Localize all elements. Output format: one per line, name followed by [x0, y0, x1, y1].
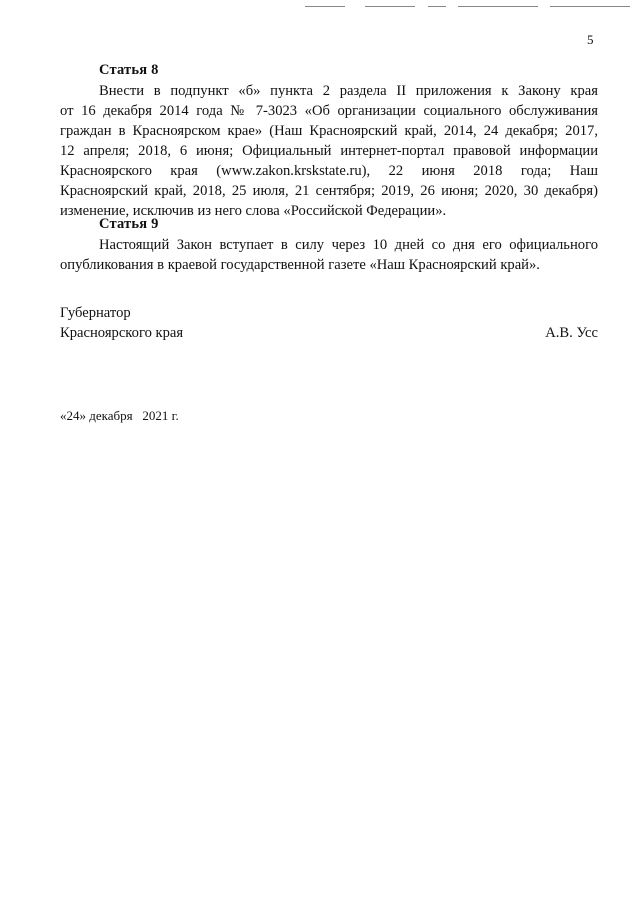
signatory-name: А.В. Усс	[545, 325, 598, 341]
scan-mark	[428, 6, 446, 7]
article-8-line: от 16 декабря 2014 года № 7-3023 «Об организации социального обслуживания	[60, 103, 598, 119]
article-9-line: опубликования в краевой государственной газете «Наш Красноярский край».	[60, 257, 540, 273]
article-8-line: Красноярского края (www.zakon.krskstate.ru), 22 июня 2018 года; Наш	[60, 163, 598, 179]
article-8-line: Красноярский край, 2018, 25 июля, 21 сентября; 2019, 26 июня; 2020, 30 декабря)	[60, 183, 598, 199]
scan-mark	[458, 6, 538, 7]
scan-mark	[365, 6, 415, 7]
article-8-body	[60, 81, 598, 221]
signature-title: Красноярского края	[60, 325, 184, 341]
scan-mark	[305, 6, 345, 7]
article-9-heading: Статья 9	[99, 216, 159, 232]
article-8-line: 12 апреля; 2018, 6 июня; Официальный интернет-портал правовой информации	[60, 143, 598, 159]
signature-block	[60, 303, 598, 343]
article-9-line: Настоящий Закон вступает в силу через 10 дней со дня его официального	[99, 237, 598, 253]
article-8-line: Внести в подпункт «б» пункта 2 раздела II приложения к Закону края	[99, 83, 598, 99]
article-8-line: граждан в Красноярском крае» (Наш Красноярский край, 2014, 24 декабря; 2017,	[60, 123, 598, 139]
signature-title: Губернатор	[60, 305, 131, 321]
article-8-heading: Статья 8	[99, 62, 159, 78]
page-number: 5	[587, 32, 594, 47]
signing-date: «24» декабря 2021 г.	[60, 408, 179, 423]
scan-mark	[550, 6, 630, 7]
article-9-body	[60, 235, 598, 275]
article-8-line: изменение, исключив из него слова «Российской Федерации».	[60, 203, 447, 219]
